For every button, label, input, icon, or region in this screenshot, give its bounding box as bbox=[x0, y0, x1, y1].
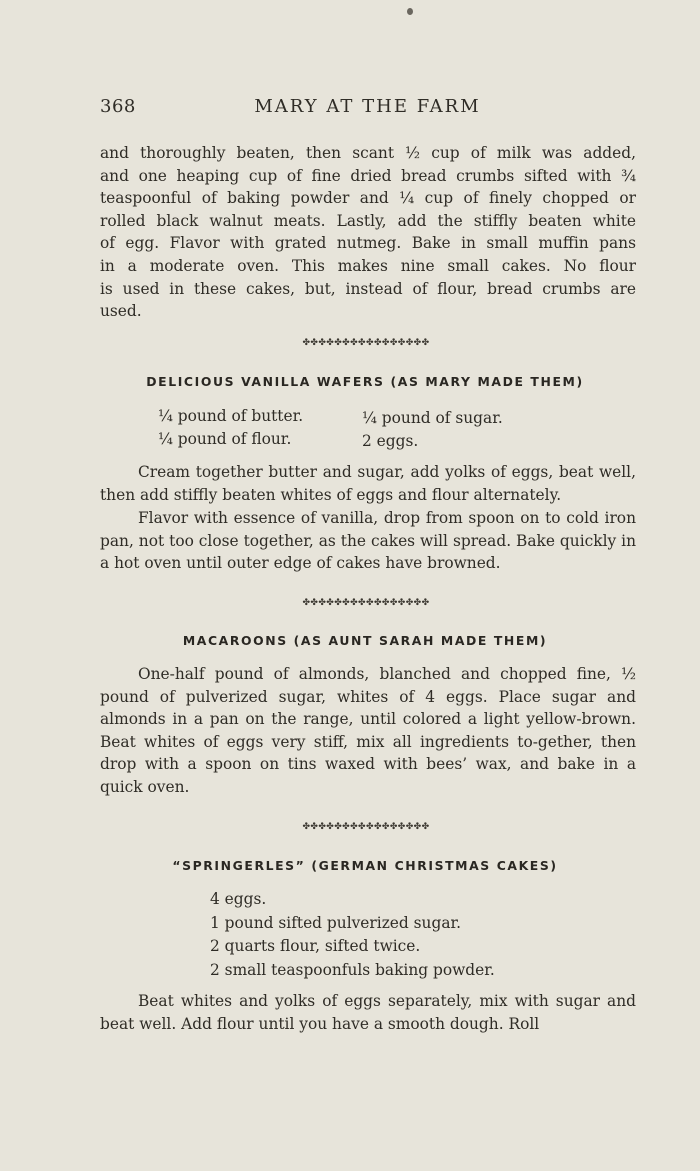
ingredient: ¼ pound of butter. bbox=[158, 407, 304, 425]
page-number: 368 bbox=[100, 96, 136, 117]
vanilla-ingredients-col1 bbox=[158, 405, 303, 450]
ingredient: 4 eggs. bbox=[210, 890, 267, 908]
intro-line: and thoroughly beaten, then scant ½ cup of milk was added, bbox=[100, 144, 636, 162]
ingredient: 2 quarts flour, sifted twice. bbox=[210, 937, 421, 956]
section-ornament: ✤✤✤✤✤✤✤✤✤✤✤✤✤✤✤✤ bbox=[302, 598, 430, 608]
ingredient: ¼ pound of flour. bbox=[158, 429, 292, 448]
intro-line: is used in these cakes, but, instead of flour, bread crumbs are bbox=[100, 279, 636, 298]
page-header bbox=[0, 96, 700, 122]
vanilla-paragraph-1: Cream together butter and sugar, add yolks of eggs, beat well, then add stiffly beaten whites of eggs and flour alternately. bbox=[100, 463, 636, 504]
section-ornament: ✤✤✤✤✤✤✤✤✤✤✤✤✤✤✤✤ bbox=[302, 822, 430, 832]
ingredient: 2 small teaspoonfuls baking powder. bbox=[210, 960, 495, 979]
springerles-ingredients bbox=[210, 888, 495, 982]
intro-paragraph bbox=[100, 142, 636, 323]
intro-line: in a moderate oven. This makes nine small cakes. No flour bbox=[100, 256, 636, 275]
intro-line: used. bbox=[100, 302, 142, 321]
ink-dot bbox=[407, 8, 413, 15]
intro-line: of egg. Flavor with grated nutmeg. Bake in small muffin pans bbox=[100, 234, 636, 253]
vanilla-wafers-heading: DELICIOUS VANILLA WAFERS (AS MARY MADE THEM) bbox=[146, 374, 584, 389]
running-title: MARY AT THE FARM bbox=[254, 96, 481, 117]
vanilla-ingredients-col2 bbox=[362, 407, 503, 452]
intro-line: and one heaping cup of fine dried bread crumbs sifted with ¾ bbox=[100, 166, 636, 185]
vanilla-paragraph-2: Flavor with essence of vanilla, drop from spoon on to cold iron pan, not too close together, as the cakes will spread. Bake quickly in a hot oven until outer edge of cakes have browned. bbox=[100, 509, 636, 573]
macaroons-paragraph: One-half pound of almonds, blanched and chopped fine, ½ pound of pulverized sugar, whites of 4 eggs. Place sugar and almonds in a pan on the range, until colored a light yellow-brown. Beat whites of eggs very stiff, mix all ingredients to-gether, then drop with a spoon on tins waxed with bees’ wax, and bake in a quick oven. bbox=[100, 665, 636, 796]
intro-line: teaspoonful of baking powder and ¼ cup of finely chopped or bbox=[100, 189, 636, 208]
springerles-heading: “SPRINGERLES” (GERMAN CHRISTMAS CAKES) bbox=[172, 858, 558, 873]
ingredient: ¼ pound of sugar. bbox=[362, 409, 503, 427]
ingredient: 2 eggs. bbox=[362, 431, 419, 450]
macaroons-heading: MACAROONS (AS AUNT SARAH MADE THEM) bbox=[182, 633, 548, 648]
ingredient: 1 pound sifted pulverized sugar. bbox=[210, 913, 462, 932]
springerles-paragraph: Beat whites and yolks of eggs separately, mix with sugar and beat well. Add flour until you have a smooth dough. Roll bbox=[100, 992, 636, 1033]
section-ornament: ✤✤✤✤✤✤✤✤✤✤✤✤✤✤✤✤ bbox=[302, 338, 430, 348]
intro-line: rolled black walnut meats. Lastly, add the stiffly beaten white bbox=[100, 211, 636, 230]
